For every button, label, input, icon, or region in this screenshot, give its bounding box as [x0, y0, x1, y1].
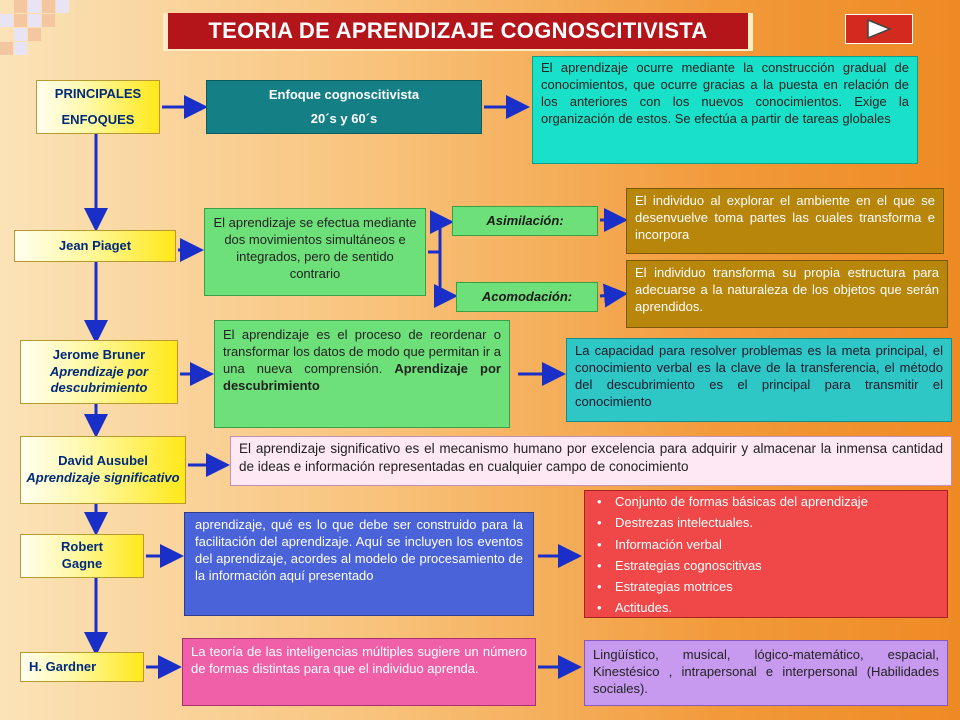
list-item: • Destrezas intelectuales.	[615, 512, 939, 533]
gardner-box: H. Gardner	[20, 652, 144, 682]
bruner-detail: La capacidad para resolver problemas es la meta principal, el conocimiento verbal es la clave de la transferencia, el método del descubrimiento es el principal para transmitir el conocimiento	[566, 338, 952, 422]
bruner-box	[20, 340, 178, 404]
acomodacion-label: Acomodación:	[456, 282, 598, 312]
page-title: TEORIA DE APRENDIZAJE COGNOSCITIVISTA	[168, 13, 748, 49]
ausubel-description: El aprendizaje significativo es el mecanismo humano por excelencia para adquirir y almacenar la inmensa cantidad de ideas e información representadas en cualquier campo de conocimiento	[230, 436, 952, 486]
gagne-list-box	[584, 490, 948, 618]
list-item: • Estrategias cognoscitivas	[615, 555, 939, 576]
gagne-description: aprendizaje, qué es lo que debe ser construido para la facilitación del aprendizaje. Aquí se incluyen los eventos del aprendizaje, acordes al modelo de procesamiento de la información aquí presentado	[184, 512, 534, 616]
ausubel-name: David Ausubel	[58, 453, 148, 469]
piaget-box: Jean Piaget	[14, 230, 176, 262]
enfoque-title: Enfoque cognoscitivista	[268, 87, 420, 102]
gagne-box	[20, 534, 144, 578]
ausubel-box	[20, 436, 186, 504]
gardner-detail: Lingüístico, musical, lógico-matemático, espacial, Kinestésico , intrapersonal e interpersonal (Habilidades sociales).	[584, 640, 948, 706]
principales-enfoques-box	[36, 80, 160, 134]
acomodacion-description: El individuo transforma su propia estructura para adecuarse a la naturaleza de los objetos que serán aprendidos.	[626, 260, 948, 328]
gardner-description: La teoría de las inteligencias múltiples sugiere un número de formas distintas para que el individuo aprenda.	[182, 638, 536, 706]
bruner-name: Jerome Bruner	[52, 346, 146, 362]
enfoque-cognoscitivista-box	[206, 80, 482, 134]
bruner-description	[214, 320, 510, 428]
bruner-subtitle: Aprendizaje por descubrimiento	[49, 363, 149, 396]
asimilacion-label: Asimilación:	[452, 206, 598, 236]
gagne-last-name: Gagne	[61, 556, 103, 571]
gagne-first-name: Robert	[61, 539, 103, 555]
ausubel-subtitle: Aprendizaje significativo	[26, 470, 180, 485]
principales-label: PRINCIPALES	[54, 86, 142, 101]
enfoques-label: ENFOQUES	[61, 112, 135, 127]
bruner-description-bold: Aprendizaje por descubrimiento	[223, 360, 501, 393]
piaget-description: El aprendizaje se efectua mediante dos movimientos simultáneos e integrados, pero de sentido contrario	[204, 208, 426, 296]
bruner-description-text: El aprendizaje es el proceso de reordenar o transformar los datos de modo que permitan ir a una nueva comprensión.	[223, 327, 501, 376]
gagne-list	[593, 491, 939, 619]
list-item: • Información verbal	[615, 534, 939, 555]
enfoque-description: El aprendizaje ocurre mediante la construcción gradual de conocimientos, que ocurre gracias a la puesta en relación de los anteriores con los nuevos conocimientos. Exige la organización de estos. Se efectúa a partir de tareas globales	[532, 56, 918, 164]
list-item: • Conjunto de formas básicas del aprendizaje	[615, 491, 939, 512]
enfoque-period: 20´s y 60´s	[310, 111, 378, 126]
list-item: • Estrategias motrices	[615, 576, 939, 597]
asimilacion-description: El individuo al explorar el ambiente en el que se desenvuelve toma partes las cuales transforma e incorpora	[626, 188, 944, 254]
list-item: • Actitudes.	[615, 597, 939, 618]
